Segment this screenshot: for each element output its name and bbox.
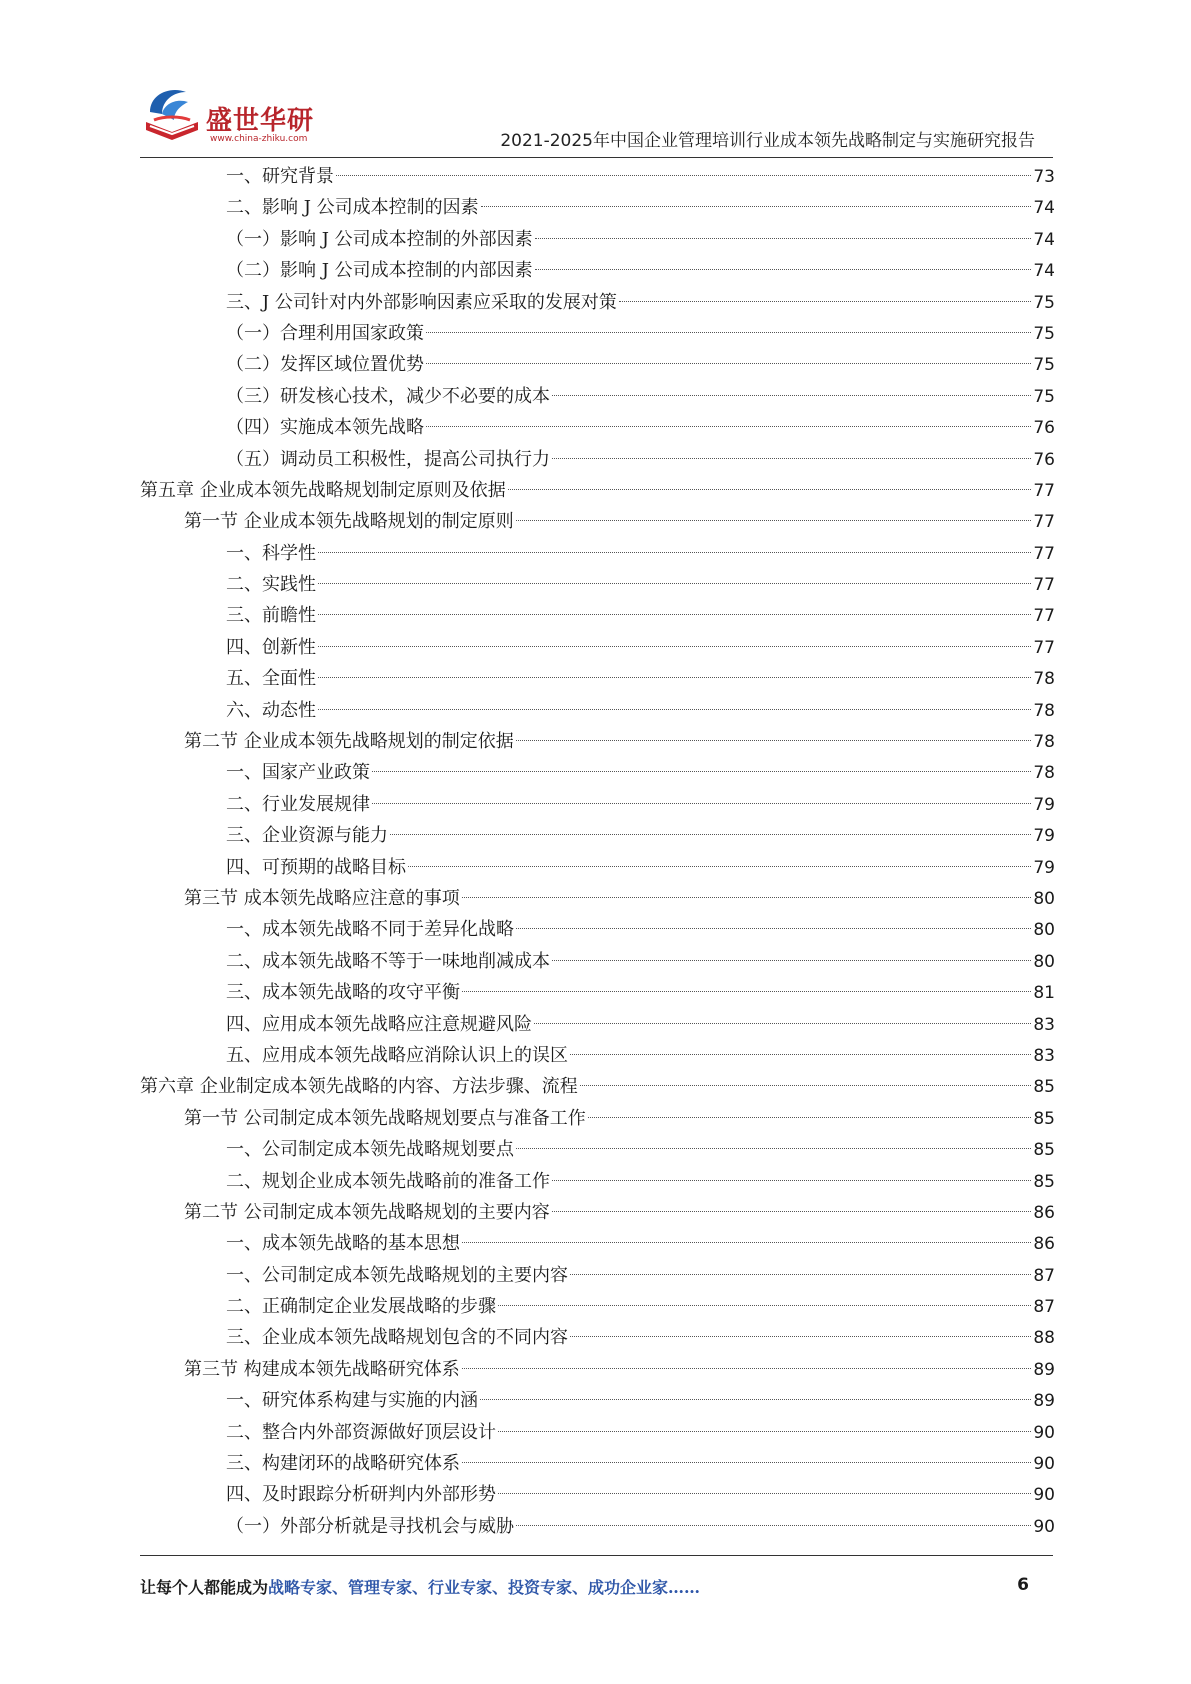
toc-entry[interactable]	[140, 538, 1055, 569]
toc-dot-leader	[390, 833, 1031, 835]
toc-dot-leader	[372, 802, 1031, 804]
toc-entry-page: 78	[1033, 763, 1055, 784]
toc-entry[interactable]	[140, 1009, 1055, 1040]
toc-entry[interactable]	[140, 946, 1055, 977]
toc-dot-leader	[480, 1398, 1031, 1400]
toc-entry[interactable]	[140, 569, 1055, 600]
toc-entry-label: 一、公司制定成本领先战略规划要点	[226, 1139, 514, 1161]
toc-entry[interactable]	[140, 883, 1055, 914]
toc-entry[interactable]	[140, 1103, 1055, 1134]
toc-entry-label: 第三节 构建成本领先战略研究体系	[184, 1358, 460, 1380]
toc-entry-label: 一、公司制定成本领先战略规划的主要内容	[226, 1264, 568, 1286]
toc-entry-label: 三、构建闭环的战略研究体系	[226, 1453, 460, 1475]
toc-entry[interactable]	[140, 820, 1055, 851]
toc-dot-leader	[534, 1022, 1031, 1024]
toc-entry-page: 77	[1033, 480, 1055, 501]
toc-entry[interactable]	[140, 1197, 1055, 1228]
toc-entry-page: 75	[1033, 386, 1055, 407]
toc-dot-leader	[516, 1524, 1031, 1526]
toc-entry-page: 85	[1033, 1077, 1055, 1098]
toc-entry-page: 85	[1033, 1140, 1055, 1161]
toc-entry[interactable]	[140, 1448, 1055, 1479]
toc-entry-page: 86	[1033, 1234, 1055, 1255]
toc-entry-page: 77	[1033, 637, 1055, 658]
toc-dot-leader	[552, 959, 1031, 961]
toc-entry[interactable]	[140, 1322, 1055, 1353]
toc-entry-page: 85	[1033, 1108, 1055, 1129]
toc-entry-label: 第一节 企业成本领先战略规划的制定原则	[184, 511, 514, 533]
toc-dot-leader	[516, 1147, 1031, 1149]
toc-entry-label: （一）合理利用国家政策	[226, 322, 424, 344]
toc-entry-label: 二、正确制定企业发展战略的步骤	[226, 1296, 496, 1318]
toc-entry-label: 四、可预期的战略目标	[226, 856, 406, 878]
toc-entry[interactable]	[140, 287, 1055, 318]
toc-entry[interactable]	[140, 1417, 1055, 1448]
toc-entry[interactable]	[140, 381, 1055, 412]
toc-entry[interactable]	[140, 600, 1055, 631]
toc-dot-leader	[426, 425, 1031, 427]
toc-entry-page: 75	[1033, 292, 1055, 313]
toc-dot-leader	[318, 676, 1031, 678]
toc-entry[interactable]	[140, 1260, 1055, 1291]
toc-entry-page: 87	[1033, 1265, 1055, 1286]
toc-entry-page: 74	[1033, 229, 1055, 250]
toc-dot-leader	[408, 865, 1031, 867]
toc-entry-page: 78	[1033, 732, 1055, 753]
toc-entry[interactable]	[140, 852, 1055, 883]
toc-entry-label: 二、成本领先战略不等于一味地削减成本	[226, 950, 550, 972]
toc-dot-leader	[588, 1116, 1032, 1118]
toc-entry[interactable]	[140, 1385, 1055, 1416]
toc-entry-page: 89	[1033, 1391, 1055, 1412]
toc-dot-leader	[462, 1461, 1031, 1463]
toc-entry-label: 一、国家产业政策	[226, 762, 370, 784]
header-divider	[140, 157, 1053, 158]
toc-entry-label: （二）影响 J 公司成本控制的内部因素	[226, 260, 533, 282]
toc-dot-leader	[552, 1210, 1032, 1212]
toc-entry-label: 第五章 企业成本领先战略规划制定原则及依据	[140, 479, 506, 501]
toc-entry-label: （一）外部分析就是寻找机会与威胁	[226, 1515, 514, 1537]
toc-entry-label: 四、应用成本领先战略应注意规避风险	[226, 1013, 532, 1035]
toc-entry-page: 76	[1033, 418, 1055, 439]
toc-entry-label: 一、研究体系构建与实施的内涵	[226, 1390, 478, 1412]
toc-entry-label: 一、成本领先战略不同于差异化战略	[226, 919, 514, 941]
toc-dot-leader	[619, 300, 1031, 302]
page-header	[0, 0, 1191, 150]
toc-dot-leader	[552, 394, 1031, 396]
toc-entry-label: 第一节 公司制定成本领先战略规划要点与准备工作	[184, 1107, 586, 1129]
toc-entry-page: 87	[1033, 1297, 1055, 1318]
toc-entry-page: 74	[1033, 198, 1055, 219]
toc-dot-leader	[516, 927, 1031, 929]
toc-entry-label: 六、动态性	[226, 699, 316, 721]
toc-dot-leader	[318, 582, 1031, 584]
toc-entry-page: 78	[1033, 700, 1055, 721]
toc-dot-leader	[372, 770, 1031, 772]
toc-dot-leader	[570, 1273, 1031, 1275]
toc-entry-label: （四）实施成本领先战略	[226, 417, 424, 439]
toc-entry[interactable]	[140, 695, 1055, 726]
toc-entry[interactable]	[140, 161, 1055, 192]
toc-entry-page: 81	[1033, 983, 1055, 1004]
toc-entry[interactable]	[140, 224, 1055, 255]
page-number: 6	[1017, 1575, 1029, 1595]
toc-entry[interactable]	[140, 726, 1055, 757]
toc-dot-leader	[318, 708, 1031, 710]
toc-entry[interactable]	[140, 255, 1055, 286]
toc-entry-label: 第三节 成本领先战略应注意的事项	[184, 887, 460, 909]
toc-entry-page: 77	[1033, 543, 1055, 564]
toc-entry-label: 一、研究背景	[226, 166, 334, 187]
toc-dot-leader	[336, 174, 1031, 176]
toc-entry-page: 80	[1033, 888, 1055, 909]
toc-dot-leader	[426, 362, 1031, 364]
toc-dot-leader	[535, 268, 1032, 270]
toc-dot-leader	[462, 896, 1032, 898]
toc-entry-page: 75	[1033, 355, 1055, 376]
toc-entry[interactable]	[140, 1166, 1055, 1197]
toc-entry[interactable]	[140, 914, 1055, 945]
toc-entry-page: 83	[1033, 1014, 1055, 1035]
toc-dot-leader	[462, 1367, 1032, 1369]
toc-entry-page: 89	[1033, 1359, 1055, 1380]
toc-entry-label: 三、企业资源与能力	[226, 825, 388, 847]
toc-entry-label: 五、应用成本领先战略应消除认识上的误区	[226, 1044, 568, 1066]
toc-entry-page: 76	[1033, 449, 1055, 470]
toc-entry[interactable]	[140, 1228, 1055, 1259]
toc-entry-page: 73	[1033, 167, 1055, 187]
toc-entry-page: 90	[1033, 1516, 1055, 1537]
toc-dot-leader	[498, 1304, 1031, 1306]
toc-entry-label: 三、前瞻性	[226, 605, 316, 627]
toc-entry[interactable]	[140, 632, 1055, 663]
toc-entry-page: 85	[1033, 1171, 1055, 1192]
logo-name: 盛世华研	[206, 106, 315, 136]
toc-dot-leader	[535, 237, 1032, 239]
toc-entry[interactable]	[140, 1040, 1055, 1071]
toc-entry[interactable]	[140, 757, 1055, 788]
toc-dot-leader	[498, 1430, 1031, 1432]
toc-dot-leader	[570, 1335, 1031, 1337]
toc-entry-page: 78	[1033, 669, 1055, 690]
toc-entry-page: 74	[1033, 261, 1055, 282]
toc-entry-label: 一、科学性	[226, 542, 316, 564]
toc-dot-leader	[552, 1179, 1031, 1181]
toc-dot-leader	[462, 990, 1031, 992]
toc-entry-label: 第六章 企业制定成本领先战略的内容、方法步骤、流程	[140, 1076, 578, 1098]
toc-dot-leader	[552, 457, 1031, 459]
toc-entry[interactable]	[140, 506, 1055, 537]
toc-entry-page: 77	[1033, 512, 1055, 533]
toc-entry-label: （二）发挥区域位置优势	[226, 354, 424, 376]
toc-entry-label: 二、实践性	[226, 574, 316, 596]
page-footer	[140, 1575, 1053, 1599]
toc-dot-leader	[318, 613, 1031, 615]
toc-entry-label: 二、影响 J 公司成本控制的因素	[226, 197, 479, 219]
toc-dot-leader	[516, 519, 1032, 521]
toc-entry-label: 第二节 公司制定成本领先战略规划的主要内容	[184, 1201, 550, 1223]
toc-dot-leader	[508, 488, 1032, 490]
toc-dot-leader	[498, 1492, 1031, 1494]
toc-dot-leader	[462, 1241, 1031, 1243]
toc-entry[interactable]	[140, 444, 1055, 475]
toc-entry-page: 80	[1033, 920, 1055, 941]
toc-entry[interactable]	[140, 1134, 1055, 1165]
logo-emblem-icon	[140, 82, 206, 148]
toc-entry[interactable]	[140, 318, 1055, 349]
toc-dot-leader	[516, 739, 1032, 741]
toc-entry[interactable]	[140, 789, 1055, 820]
toc-entry-label: （三）研发核心技术，减少不必要的成本	[226, 385, 550, 407]
footer-divider	[140, 1555, 1053, 1556]
toc-entry[interactable]	[140, 412, 1055, 443]
toc-entry-label: 五、全面性	[226, 668, 316, 690]
toc-dot-leader	[580, 1084, 1032, 1086]
toc-entry-page: 77	[1033, 575, 1055, 596]
toc-entry-page: 90	[1033, 1422, 1055, 1443]
toc-entry-page: 86	[1033, 1202, 1055, 1223]
toc-entry-label: 三、成本领先战略的攻守平衡	[226, 982, 460, 1004]
toc-entry-label: 三、J 公司针对内外部影响因素应采取的发展对策	[226, 291, 617, 313]
toc-entry-label: 二、整合内外部资源做好顶层设计	[226, 1421, 496, 1443]
toc-dot-leader	[481, 205, 1032, 207]
toc-entry-label: （一）影响 J 公司成本控制的外部因素	[226, 228, 533, 250]
company-logo	[140, 82, 315, 148]
toc-dot-leader	[318, 645, 1031, 647]
toc-entry-page: 79	[1033, 857, 1055, 878]
toc-entry-label: 三、企业成本领先战略规划包含的不同内容	[226, 1327, 568, 1349]
toc-entry[interactable]	[140, 977, 1055, 1008]
footer-slogan-prefix: 让每个人都能成为	[140, 1578, 269, 1597]
toc-entry[interactable]	[140, 1071, 1055, 1102]
toc-entry[interactable]	[140, 1354, 1055, 1385]
toc-entry-label: 二、规划企业成本领先战略前的准备工作	[226, 1170, 550, 1192]
toc-entry-page: 79	[1033, 826, 1055, 847]
toc-entry[interactable]	[140, 1291, 1055, 1322]
toc-entry-page: 75	[1033, 323, 1055, 344]
toc-entry-label: 二、行业发展规律	[226, 793, 370, 815]
report-title: 2021-2025年中国企业管理培训行业成本领先战略制定与实施研究报告	[500, 131, 1035, 151]
toc-entry-page: 80	[1033, 951, 1055, 972]
toc-entry[interactable]	[140, 349, 1055, 380]
toc-entry-page: 90	[1033, 1485, 1055, 1506]
toc-entry[interactable]	[140, 192, 1055, 223]
toc-entry[interactable]	[140, 663, 1055, 694]
toc-entry-page: 83	[1033, 1045, 1055, 1066]
toc-dot-leader	[426, 331, 1031, 333]
toc-entry[interactable]	[140, 1479, 1055, 1510]
footer-slogan-roles: 战略专家、管理专家、行业专家、投资专家、成功企业家……	[268, 1578, 701, 1597]
toc-entry-page: 79	[1033, 794, 1055, 815]
logo-url: www.china-zhiku.com	[210, 134, 308, 144]
toc-dot-leader	[318, 551, 1031, 553]
toc-dot-leader	[570, 1053, 1031, 1055]
toc-entry-page: 77	[1033, 606, 1055, 627]
toc-entry-label: （五）调动员工积极性，提高公司执行力	[226, 448, 550, 470]
toc-entry-label: 第二节 企业成本领先战略规划的制定依据	[184, 731, 514, 753]
toc-entry-page: 88	[1033, 1328, 1055, 1349]
toc-entry-label: 四、创新性	[226, 636, 316, 658]
toc-entry[interactable]	[140, 1511, 1055, 1542]
toc-entry-page: 90	[1033, 1454, 1055, 1475]
toc-entry-label: 一、成本领先战略的基本思想	[226, 1233, 460, 1255]
toc-entry-label: 四、及时跟踪分析研判内外部形势	[226, 1484, 496, 1506]
toc-entry[interactable]	[140, 475, 1055, 506]
table-of-contents	[140, 161, 1055, 1542]
